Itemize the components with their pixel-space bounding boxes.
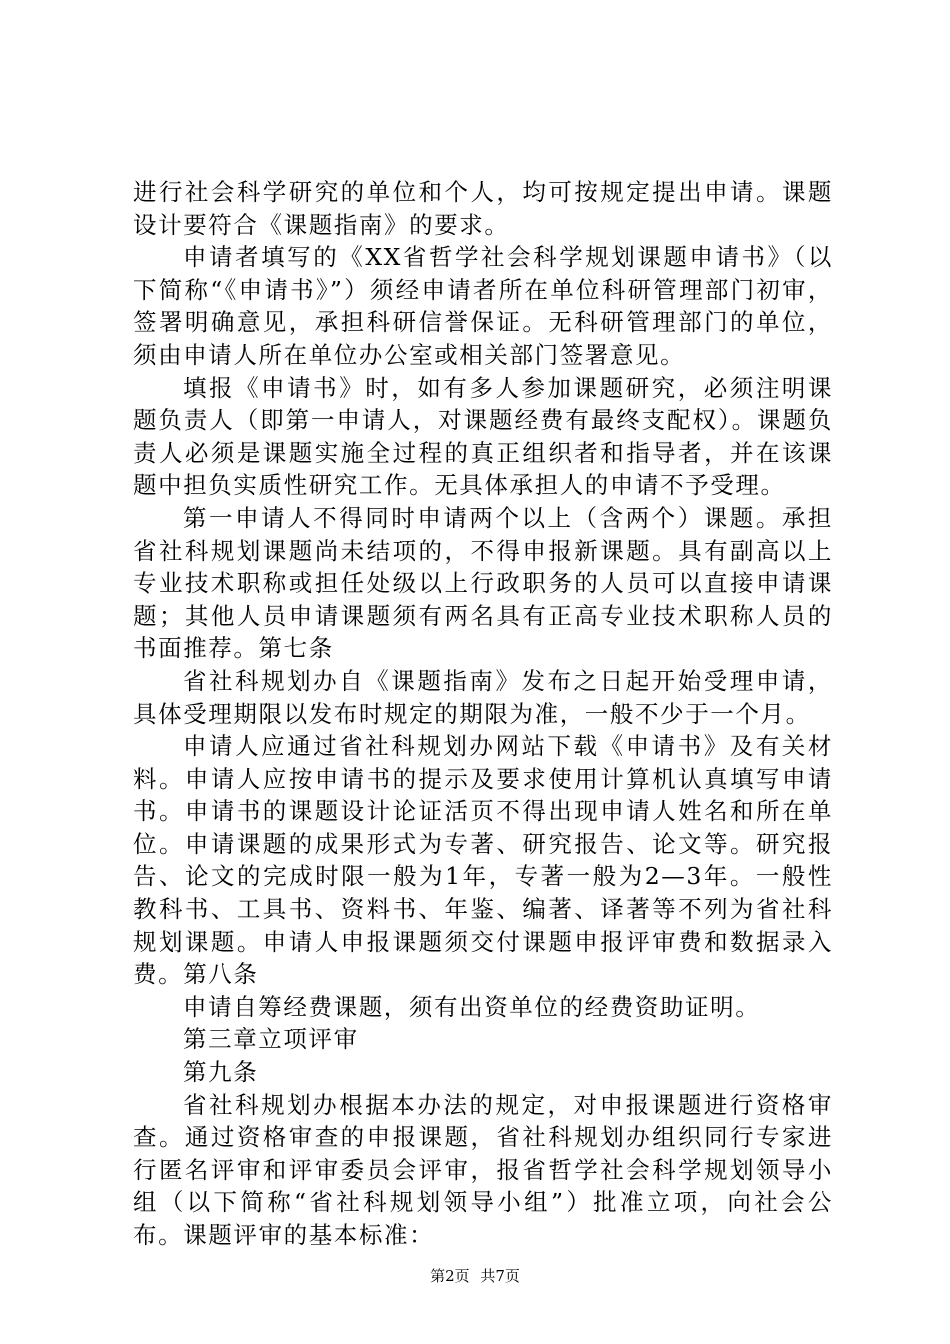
page-number: 第2页 xyxy=(430,1267,470,1285)
paragraph-6: 申请人应通过省社科规划办网站下载《申请书》及有关材料。申请人应按申请书的提示及要求使用计算机认真填写申请书。申请书的课题设计论证活页不得出现申请人姓名和所在单位。申请课题的成果形式为专著、研究报告、论文等。研究报告、论文的完成时限一般为1年，专著一般为2—3年。一般性教科书、工具书、资料书、年鉴、编著、译著等不列为省社科规划课题。申请人申报课题须交付课题申报评审费和数据录入费。第八条 xyxy=(133,732,833,989)
page-total: 共7页 xyxy=(480,1267,520,1285)
article-heading: 第九条 xyxy=(183,1058,259,1087)
paragraph-3: 填报《申请书》时，如有多人参加课题研究，必须注明课题负责人（即第一申请人，对课题经费有最终支配权）。课题负责人必须是课题实施全过程的真正组织者和指导者，并在该课题中担负实质性研究工作。无具体承担人的申请不予受理。 xyxy=(133,373,833,500)
paragraph-4: 第一申请人不得同时申请两个以上（含两个）课题。承担省社科规划课题尚未结项的，不得申报新课题。具有副高以上专业技术职称或担任处级以上行政职务的人员可以直接申请课题；其他人员申请课题须有两名具有正高专业技术职称人员的书面推荐。第七条 xyxy=(133,503,833,663)
paragraph-2: 申请者填写的《XX省哲学社会科学规划课题申请书》（以下简称“《申请书》”）须经申请者所在单位科研管理部门初审，签署明确意见，承担科研信誉保证。无科研管理部门的单位，须由申请人所在单位办公室或相关部门签署意见。 xyxy=(133,243,833,369)
paragraph-8: 省社科规划办根据本办法的规定，对申报课题进行资格审查。通过资格审查的申报课题，省社科规划办组织同行专家进行匿名评审和评审委员会评审，报省哲学社会科学规划领导小组（以下简称“省社科规划领导小组”）批准立项，向社会公布。课题评审的基本标准： xyxy=(133,1090,833,1249)
paragraph-7: 申请自筹经费课题，须有出资单位的经费资助证明。 xyxy=(183,992,761,1021)
document-body xyxy=(133,176,833,1252)
chapter-heading: 第三章立项评审 xyxy=(183,1025,359,1054)
paragraph-1: 进行社会科学研究的单位和个人，均可按规定提出申请。课题设计要符合《课题指南》的要求。 xyxy=(133,178,833,239)
page-footer xyxy=(0,1266,950,1286)
paragraph-5: 省社科规划办自《课题指南》发布之日起开始受理申请，具体受理期限以发布时规定的期限为准，一般不少于一个月。 xyxy=(133,666,833,728)
